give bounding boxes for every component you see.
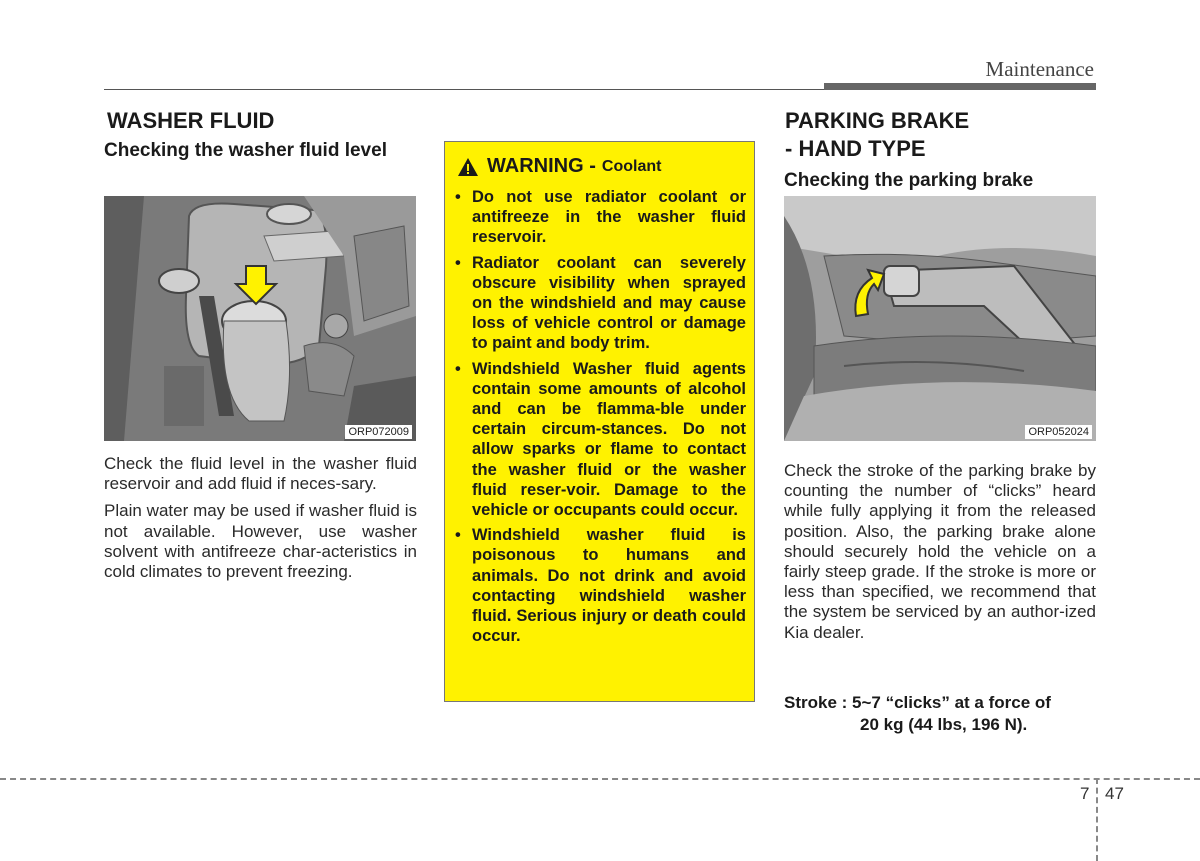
- washer-fluid-text: [104, 454, 417, 589]
- section-title: Maintenance: [985, 57, 1094, 81]
- warning-title: WARNING -: [487, 155, 596, 177]
- stroke-spec: [784, 692, 1082, 714]
- warning-box: [444, 141, 755, 702]
- washer-paragraph-2: Plain water may be used if washer fluid is not available. However, use washer solvent with antifreeze char-acteristics in cold climates to prevent freezing.: [104, 501, 417, 582]
- list-item: • Windshield Washer fluid agents contain some amounts of alcohol and can be flamma-ble under certain circum-stances. Do not allow sparks or flame to contact the washer fluid or the washer fluid reser-voir. Damage to the vehicle or occupants could occur.: [455, 359, 746, 520]
- washer-fluid-subheading: Checking the washer fluid level: [104, 140, 387, 161]
- list-item: • Radiator coolant can severely obscure visibility when sprayed on the windshield and may cause loss of vehicle control or damage to paint and body trim.: [455, 253, 746, 353]
- header-rule: [104, 89, 824, 90]
- footer-rule: [0, 778, 1200, 780]
- parking-brake-heading-2: - HAND TYPE: [785, 136, 926, 161]
- stroke-label: Stroke :: [784, 693, 848, 712]
- warning-header: [457, 155, 661, 178]
- page-number: 47: [1105, 784, 1124, 803]
- stroke-value-2: 20 kg (44 lbs, 196 N).: [860, 715, 1028, 734]
- header-rule-accent: [824, 83, 1096, 90]
- washer-fluid-heading: WASHER FLUID: [107, 108, 275, 133]
- list-item: • Windshield washer fluid is poisonous to humans and animals. Do not drink and avoid contacting windshield washer fluid. Serious injury or death could occur.: [455, 526, 746, 646]
- parking-brake-subheading: Checking the parking brake: [784, 170, 1034, 191]
- washer-paragraph-1: Check the fluid level in the washer fluid reservoir and add fluid if neces-sary.: [104, 454, 417, 494]
- washer-reservoir-figure: [104, 196, 416, 441]
- figure-code: ORP052024: [1025, 425, 1092, 439]
- footer-divider: [1096, 778, 1098, 861]
- stroke-value-1: 5~7 “clicks” at a force of: [852, 693, 1051, 712]
- parking-brake-heading: PARKING BRAKE: [785, 108, 970, 133]
- list-item: • Do not use radiator coolant or antifreeze in the washer fluid reservoir.: [455, 188, 746, 247]
- parking-brake-figure: [784, 196, 1096, 441]
- warning-list: [453, 187, 746, 651]
- parking-brake-text: [784, 461, 1096, 650]
- warning-triangle-icon: [457, 157, 479, 177]
- figure-code: ORP072009: [345, 425, 412, 439]
- warning-subtitle: Coolant: [601, 157, 662, 175]
- parking-paragraph: Check the stroke of the parking brake by counting the number of “clicks” heard while fully applying it from the released position. Also, the parking brake alone should securely hold the vehicle on a fairly steep grade. If the stroke is more or less than specified, we recommend that the system be serviced by an author-ized Kia dealer.: [784, 461, 1096, 642]
- chapter-number: 7: [1080, 784, 1090, 803]
